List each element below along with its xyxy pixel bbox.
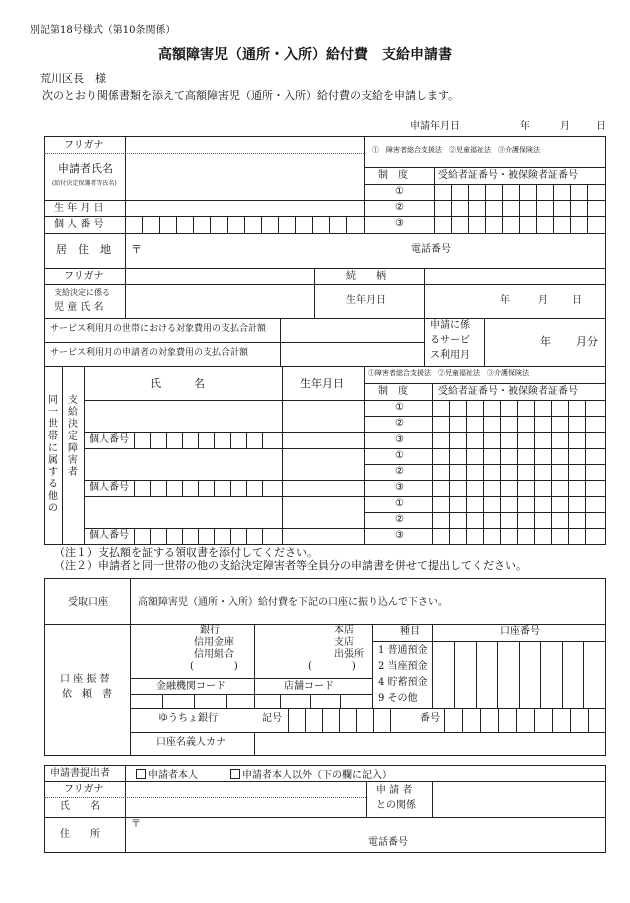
grid-line [246, 528, 247, 544]
grid-line [150, 480, 151, 496]
cost-month-label-1: 申請に係 [430, 320, 470, 331]
hh-id-label-1: 個人番号 [89, 434, 129, 445]
divider [282, 366, 283, 545]
household-birth-col: 生年月日 [300, 377, 344, 390]
hh-id-label-2: 個人番号 [89, 482, 129, 493]
bank-type-2: 信用金庫 [194, 637, 234, 648]
grid-line [536, 184, 537, 233]
grid-line [497, 641, 498, 708]
grid-line [568, 400, 569, 545]
system-row-2: ② [395, 202, 404, 213]
checkbox-self[interactable] [136, 769, 146, 779]
divider [364, 383, 606, 384]
bank-type-3: 信用組合 [194, 649, 234, 660]
grid-line [585, 400, 586, 545]
divider [44, 366, 606, 367]
system-row-1: ① [395, 186, 404, 197]
cost-year: 年 [540, 335, 551, 348]
submitter-opt2-label: 申請者本人以外（下の欄に記入） [242, 770, 392, 781]
grid-line [150, 432, 151, 448]
grid-line [166, 528, 167, 544]
kind-2: 2 当座預金 [378, 661, 428, 672]
child-name-label-1: 支給決定に係る [54, 288, 110, 297]
transfer-label-2: 依 頼 書 [62, 689, 112, 700]
intro-text: 次のとおり関係書類を添えて高額障害児（通所・入所）給付費の支給を申請します。 [42, 89, 460, 102]
divider [84, 528, 606, 529]
divider [130, 694, 372, 695]
divider [314, 284, 315, 318]
divider [364, 512, 606, 513]
phone-label: 電話番号 [411, 244, 451, 255]
grid-line [485, 184, 486, 233]
submitter-phone-label: 電話番号 [368, 837, 408, 848]
grid-line [476, 641, 477, 708]
grid-line [466, 400, 467, 545]
grid-line [166, 432, 167, 448]
grid-line [534, 708, 535, 732]
grid-line [230, 480, 231, 496]
divider [84, 496, 606, 497]
child-relation-label: 続 柄 [346, 271, 386, 282]
grid-line [244, 216, 245, 233]
child-furigana-label: フリガナ [64, 271, 104, 282]
submitter-furigana-label: フリガナ [64, 784, 104, 795]
grid-line [449, 400, 450, 545]
applicant-birth-label: 生 年 月 日 [54, 203, 104, 214]
grid-line [340, 694, 341, 708]
divider [314, 268, 315, 284]
submitter-label: 申請書提出者 [50, 768, 110, 779]
grid-line [519, 184, 520, 233]
hh-sys-9: ③ [395, 530, 404, 541]
grid-line [210, 216, 211, 233]
bango-label: 番号 [420, 713, 440, 724]
cost-month-label-3: ス利用月 [430, 350, 470, 361]
divider [254, 624, 255, 708]
submitter-postal: 〒 [131, 819, 141, 830]
applicant-furigana-label: フリガナ [64, 140, 104, 151]
grid-line [587, 184, 588, 233]
receive-label: 受取口座 [68, 597, 108, 608]
system-num-col-label: 受給者証番号・被保険者証番号 [438, 170, 578, 181]
applicant-id-label: 個 人 番 号 [54, 219, 104, 230]
divider [372, 624, 373, 708]
bank-code-label: 金融機関コード [156, 681, 226, 692]
grid-line [570, 184, 571, 233]
date-label: 申請年月日 [410, 121, 460, 132]
system-col-label: 制 度 [378, 170, 408, 181]
grid-line [288, 708, 289, 732]
grid-line [312, 216, 313, 233]
hh-sys-2: ② [395, 418, 404, 429]
divider [125, 765, 126, 853]
applicant-name-sub: (給付決定保護者等氏名) [52, 180, 117, 187]
divider [254, 732, 255, 756]
divider [44, 216, 364, 217]
grid-line [230, 432, 231, 448]
grid-line [516, 708, 517, 732]
divider [130, 678, 372, 679]
divider [364, 167, 606, 168]
applicant-furigana-input[interactable] [125, 137, 364, 153]
applicant-name-label: 申請者氏名 [58, 162, 113, 175]
grid-line [194, 694, 195, 708]
submitter-opt1-label: 申請者本人 [148, 770, 198, 781]
divider [44, 284, 606, 285]
branch-type-3: 出張所 [334, 649, 364, 660]
checkbox-other[interactable] [230, 769, 240, 779]
kigo-label: 記号 [262, 713, 282, 724]
relation-label-1: 申 請 者 [376, 785, 413, 796]
divider [84, 432, 606, 433]
date-day: 日 [596, 121, 606, 132]
addressee: 荒川区長 様 [40, 72, 106, 85]
divider [366, 781, 367, 817]
grid-line [553, 184, 554, 233]
grid-line [262, 528, 263, 544]
grid-line [356, 708, 357, 732]
bank-type-4: ( ) [190, 661, 238, 672]
yucho-label: ゆうちょ銀行 [158, 713, 218, 724]
relation-label-2: との関係 [376, 800, 416, 811]
child-birth-day: 日 [572, 295, 582, 306]
branch-type-4: ( ) [308, 661, 356, 672]
date-year: 年 [520, 121, 530, 132]
grid-line [214, 528, 215, 544]
submitter-address-label: 住 所 [60, 829, 100, 840]
divider [84, 366, 85, 545]
note-1: （注１）支払額を証する領収書を添付してください。 [54, 546, 318, 559]
hh-sys-8: ② [395, 514, 404, 525]
cost-month: 月分 [576, 335, 598, 348]
grid-line [588, 708, 589, 732]
kind-label: 種目 [400, 626, 420, 637]
grid-line [159, 216, 160, 233]
grid-line [519, 641, 520, 708]
grid-line [262, 432, 263, 448]
hh-sys-5: ② [395, 466, 404, 477]
hh-sys-3: ③ [395, 434, 404, 445]
grid-line [295, 216, 296, 233]
grid-line [193, 216, 194, 233]
grid-line [454, 641, 455, 708]
hh-id-label-3: 個人番号 [89, 530, 129, 541]
grid-line [278, 216, 279, 233]
address-postal: 〒 [131, 243, 142, 256]
divider [130, 732, 606, 733]
date-month: 月 [560, 121, 570, 132]
household-name-col: 氏 名 [150, 377, 205, 390]
grid-line [198, 432, 199, 448]
grid-line [305, 708, 306, 732]
grid-line [182, 528, 183, 544]
submitter-opt1[interactable] [136, 769, 198, 781]
divider [44, 233, 606, 234]
grid-line [583, 641, 584, 708]
household-num-col: 受給者証番号・被保険者証番号 [438, 386, 578, 397]
grid-line [322, 708, 323, 732]
grid-line [134, 528, 135, 544]
grid-line [227, 216, 228, 233]
household-legend: ①障害者総合支援法 ②児童福祉法 ③介護保険法 [368, 369, 529, 377]
divider [125, 268, 126, 318]
divider [44, 318, 606, 319]
household-side-label: 同一世帯に属する他の [48, 395, 58, 514]
bank-type-1: 銀行 [200, 625, 220, 636]
cost-row-2-label: サービス利用月の申請者の対象費用の支払合計額 [50, 348, 249, 358]
grid-line [166, 480, 167, 496]
divider [84, 448, 606, 449]
grid-line [346, 216, 347, 233]
divider [44, 268, 606, 269]
grid-line [339, 708, 340, 732]
divider [84, 400, 606, 401]
hh-sys-1: ① [395, 402, 404, 413]
divider [364, 416, 606, 417]
divider [364, 464, 606, 465]
holder-label: 口座名義人カナ [156, 737, 226, 748]
grid-line [551, 400, 552, 545]
grid-line [483, 400, 484, 545]
grid-line [451, 184, 452, 233]
hh-sys-7: ① [395, 498, 404, 509]
grid-line [540, 641, 541, 708]
submitter-name-label: 氏 名 [60, 801, 100, 812]
address-label: 居 住 地 [56, 243, 111, 256]
grid-line [198, 528, 199, 544]
grid-line [150, 528, 151, 544]
grid-line [373, 708, 374, 732]
grid-line [176, 216, 177, 233]
grid-line [142, 216, 143, 233]
grid-line [214, 480, 215, 496]
applicant-name-input[interactable] [125, 154, 364, 200]
grid-line [262, 480, 263, 496]
grid-line [444, 708, 445, 732]
hh-sys-6: ③ [395, 482, 404, 493]
branch-type-1: 本店 [334, 625, 354, 636]
divider [424, 318, 425, 366]
divider [372, 641, 606, 642]
grid-line [500, 400, 501, 545]
grid-line [570, 708, 571, 732]
grid-line [182, 432, 183, 448]
grid-line [280, 694, 281, 708]
divider [364, 366, 365, 545]
grid-line [534, 400, 535, 545]
household-sys-col: 制 度 [378, 386, 408, 397]
note-2: （注２）申請者と同一世帯の他の支給決定障害者等全員分の申請書を併せて提出してください。 [54, 559, 527, 572]
grid-line [462, 708, 463, 732]
system-row-3: ③ [395, 218, 404, 229]
divider [84, 480, 606, 481]
divider [484, 318, 485, 366]
household-side-label-2: 支給決定障害者 [68, 395, 78, 478]
kind-4: 9 その他 [378, 693, 418, 704]
child-name-label-2: 児 童 氏 名 [54, 302, 104, 313]
divider [432, 624, 433, 708]
grid-line [502, 184, 503, 233]
branch-code-label: 店舗コード [284, 681, 334, 692]
grid-line [390, 708, 391, 732]
form-number: 別記第18号様式（第10条関係） [30, 25, 176, 36]
grid-line [498, 708, 499, 732]
divider [62, 366, 63, 545]
grid-line [552, 708, 553, 732]
submitter-opt2[interactable] [230, 769, 392, 781]
grid-line [162, 694, 163, 708]
child-birth-year: 年 [500, 295, 510, 306]
child-birth-label: 生年月日 [346, 295, 386, 306]
grid-line [329, 216, 330, 233]
transfer-label-1: 口 座 振 替 [60, 674, 110, 685]
grid-line [214, 432, 215, 448]
divider [44, 200, 364, 201]
hh-sys-4: ① [395, 450, 404, 461]
branch-type-2: 支店 [334, 637, 354, 648]
receive-text: 高額障害児（通所・入所）給付費を下記の口座に振り込んで下さい。 [138, 597, 448, 608]
grid-line [134, 480, 135, 496]
grid-line [310, 694, 311, 708]
grid-line [261, 216, 262, 233]
kind-1: 1 普通預金 [378, 645, 428, 656]
form-title: 高額障害児（通所・入所）給付費 支給申請書 [158, 47, 452, 63]
grid-line [246, 432, 247, 448]
account-label: 口座番号 [500, 626, 540, 637]
divider [130, 578, 131, 756]
system-legend: ① 障害者総合支援法 ②児童福祉法 ③介護保険法 [372, 146, 540, 154]
grid-line [468, 184, 469, 233]
kind-3: 4 貯蓄預金 [378, 677, 428, 688]
cost-month-label-2: るサービ [430, 335, 470, 346]
divider [44, 624, 606, 625]
grid-line [134, 432, 135, 448]
divider [424, 268, 425, 318]
grid-line [246, 480, 247, 496]
divider [432, 781, 433, 817]
grid-line [562, 641, 563, 708]
cost-row-1-label: サービス利用月の世帯における対象費用の支払合計額 [50, 324, 267, 334]
grid-line [182, 480, 183, 496]
furigana-divider [44, 797, 366, 798]
grid-line [517, 400, 518, 545]
divider [44, 817, 606, 818]
grid-line [480, 708, 481, 732]
child-birth-month: 月 [538, 295, 548, 306]
divider [44, 781, 606, 782]
divider [44, 342, 424, 343]
grid-line [198, 480, 199, 496]
grid-line [226, 694, 227, 708]
grid-line [230, 528, 231, 544]
